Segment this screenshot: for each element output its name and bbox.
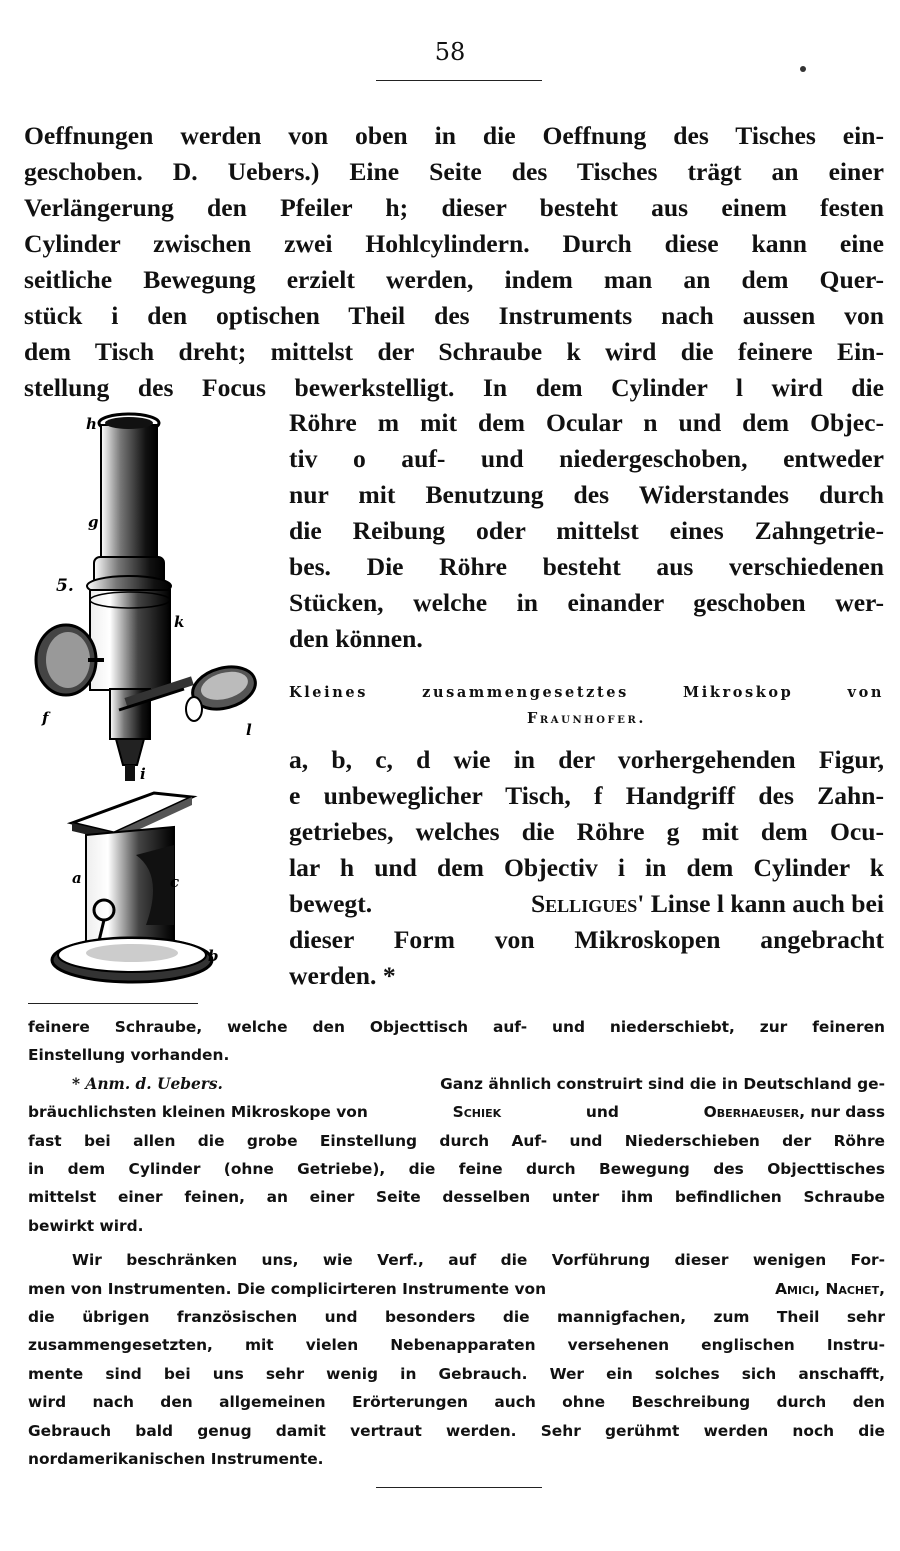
body-paragraph <box>24 118 884 406</box>
note-line <box>28 1098 885 1126</box>
header-rule <box>376 80 542 81</box>
text-line: Oeffnungen werden von oben in die Oeffnung des Tisches ein- <box>24 121 884 150</box>
footnote-rule <box>28 1003 198 1004</box>
text-line: a, b, c, d wie in der vorhergehenden Figur, <box>289 745 884 774</box>
figure-label: h <box>86 415 97 433</box>
note-line: zusammengesetzten, mit vielen Nebenapparaten versehenen englischen Instru- <box>28 1336 885 1355</box>
text-line: lar h und dem Objectiv i in dem Cylinder k <box>289 853 884 882</box>
footnotes <box>28 1013 885 1474</box>
text-line: dem Tisch dreht; mittelst der Schraube k wird die feinere Ein- <box>24 337 884 366</box>
note-line: mittelst einer feinen, an einer Seite desselben unter ihm befindlichen Schraube <box>28 1188 885 1207</box>
note-line: Wir beschränken uns, wie Verf., auf die Vorführung dieser wenigen For- <box>72 1251 885 1270</box>
figure-label: k <box>174 613 185 631</box>
figure-label: b <box>208 947 219 965</box>
figure-legend <box>289 742 884 994</box>
text-line: Stücken, welche in einander geschoben wer- <box>289 588 884 617</box>
annotation-first-line <box>28 1070 885 1098</box>
note-line <box>28 1275 885 1303</box>
note-fragment: men von Instrumenten. Die complicirteren Instrumente von <box>28 1279 547 1298</box>
text-line: Verlängerung den Pfeiler h; dieser besteht aus einem festen <box>24 193 884 222</box>
text-fragment: bewegt. <box>289 889 373 918</box>
note-line: wird nach den allgemeinen Erörterungen auch ohne Beschreibung durch den <box>28 1393 885 1412</box>
text-line: stellung des Focus bewerkstelligt. In dem Cylinder l wird die <box>24 373 884 402</box>
maker-name: Schiek <box>452 1103 502 1122</box>
text-line: Röhre m mit dem Ocular n und dem Objec- <box>289 408 884 437</box>
text-fragment <box>531 886 884 922</box>
note-line: fast bei allen die grobe Einstellung durch Auf- und Niederschieben der Röhre <box>28 1131 885 1150</box>
text-fragment: ' Linse l kann auch bei <box>637 889 884 918</box>
base <box>52 938 212 982</box>
pillar <box>86 827 174 953</box>
note-line: Gebrauch bald genug damit vertraut werden. Sehr gerühmt werden noch die <box>28 1421 885 1440</box>
figure-label: a <box>72 869 82 887</box>
annotation-marker: * Anm. d. Uebers. <box>72 1074 223 1093</box>
note-fragment <box>704 1098 885 1126</box>
text-line: werden. * <box>289 961 396 990</box>
note-line: feinere Schraube, welche den Objecttisch auf- und niederschiebt, zur feineren <box>28 1018 885 1036</box>
caption-author: Fraunhofer. <box>526 710 647 727</box>
figure-caption <box>289 680 884 732</box>
note-fragment: , nur dass <box>799 1103 885 1122</box>
note-fragment: Ganz ähnlich construirt sind die in Deutschland ge- <box>440 1074 885 1093</box>
text-line: nur mit Benutzung des Widerstandes durch <box>289 480 884 509</box>
maker-name: Oberhaeuser <box>703 1103 800 1122</box>
note-fragment: bräuchlichsten kleinen Mikroskope von <box>28 1103 368 1122</box>
figure-number: 5. <box>56 576 74 596</box>
maker-name: Nachet <box>825 1279 880 1298</box>
text-line: getriebes, welches die Röhre g mit dem Ocu- <box>289 817 884 846</box>
note-line: mente sind bei uns sehr wenig in Gebrauch. Wer ein solches sich anschafft, <box>28 1364 885 1383</box>
note-line: Einstellung vorhanden. <box>28 1046 230 1065</box>
author-name: Selligues <box>530 889 638 918</box>
text-line <box>289 886 884 922</box>
text-line: bes. Die Röhre besteht aus verschiedenen <box>289 552 884 581</box>
figure-label: f <box>42 709 49 727</box>
footer-rule <box>376 1487 542 1488</box>
text-line: tiv o auf- und niedergeschoben, entweder <box>289 444 884 473</box>
maker-name: Amici <box>775 1279 815 1298</box>
text-line: Cylinder zwischen zwei Hohlcylindern. Durch diese kann eine <box>24 229 884 258</box>
note-line: bewirkt wird. <box>28 1216 144 1235</box>
figure-label: l <box>246 721 252 739</box>
ink-speck <box>800 66 806 72</box>
page-number: 58 <box>434 38 466 66</box>
text-line: die Reibung oder mittelst eines Zahngetrie- <box>289 516 884 545</box>
note-line: in dem Cylinder (ohne Getriebe), die feine durch Bewegung des Objecttisches <box>28 1160 885 1179</box>
note-line: nordamerikanischen Instrumente. <box>28 1450 324 1469</box>
note-line: die übrigen französischen und besonders die mannigfachen, zum Theil sehr <box>28 1308 885 1327</box>
eyepiece <box>99 414 159 560</box>
microscope-figure <box>24 405 279 995</box>
tube-collar <box>87 557 171 690</box>
text-line: den können. <box>289 624 423 653</box>
figure-label: i <box>140 765 146 783</box>
text-line: geschoben. D. Uebers.) Eine Seite des Tisches trägt an einer <box>24 157 884 186</box>
note-fragment: und <box>585 1103 619 1122</box>
text-line: e unbeweglicher Tisch, f Handgriff des Zahn- <box>289 781 884 810</box>
text-line: seitliche Bewegung erzielt werden, indem man an dem Quer- <box>24 265 884 294</box>
figure-label: g <box>88 513 99 531</box>
note-fragment: Amici, Nachet, <box>775 1279 885 1298</box>
caption-line: Kleines zusammengesetztes Mikroskop von <box>289 684 884 701</box>
text-line: stück i den optischen Theil des Instruments nach aussen von <box>24 301 884 330</box>
side-paragraph <box>289 405 884 657</box>
text-line: dieser Form von Mikroskopen angebracht <box>289 925 884 954</box>
figure-label: c <box>170 873 180 891</box>
